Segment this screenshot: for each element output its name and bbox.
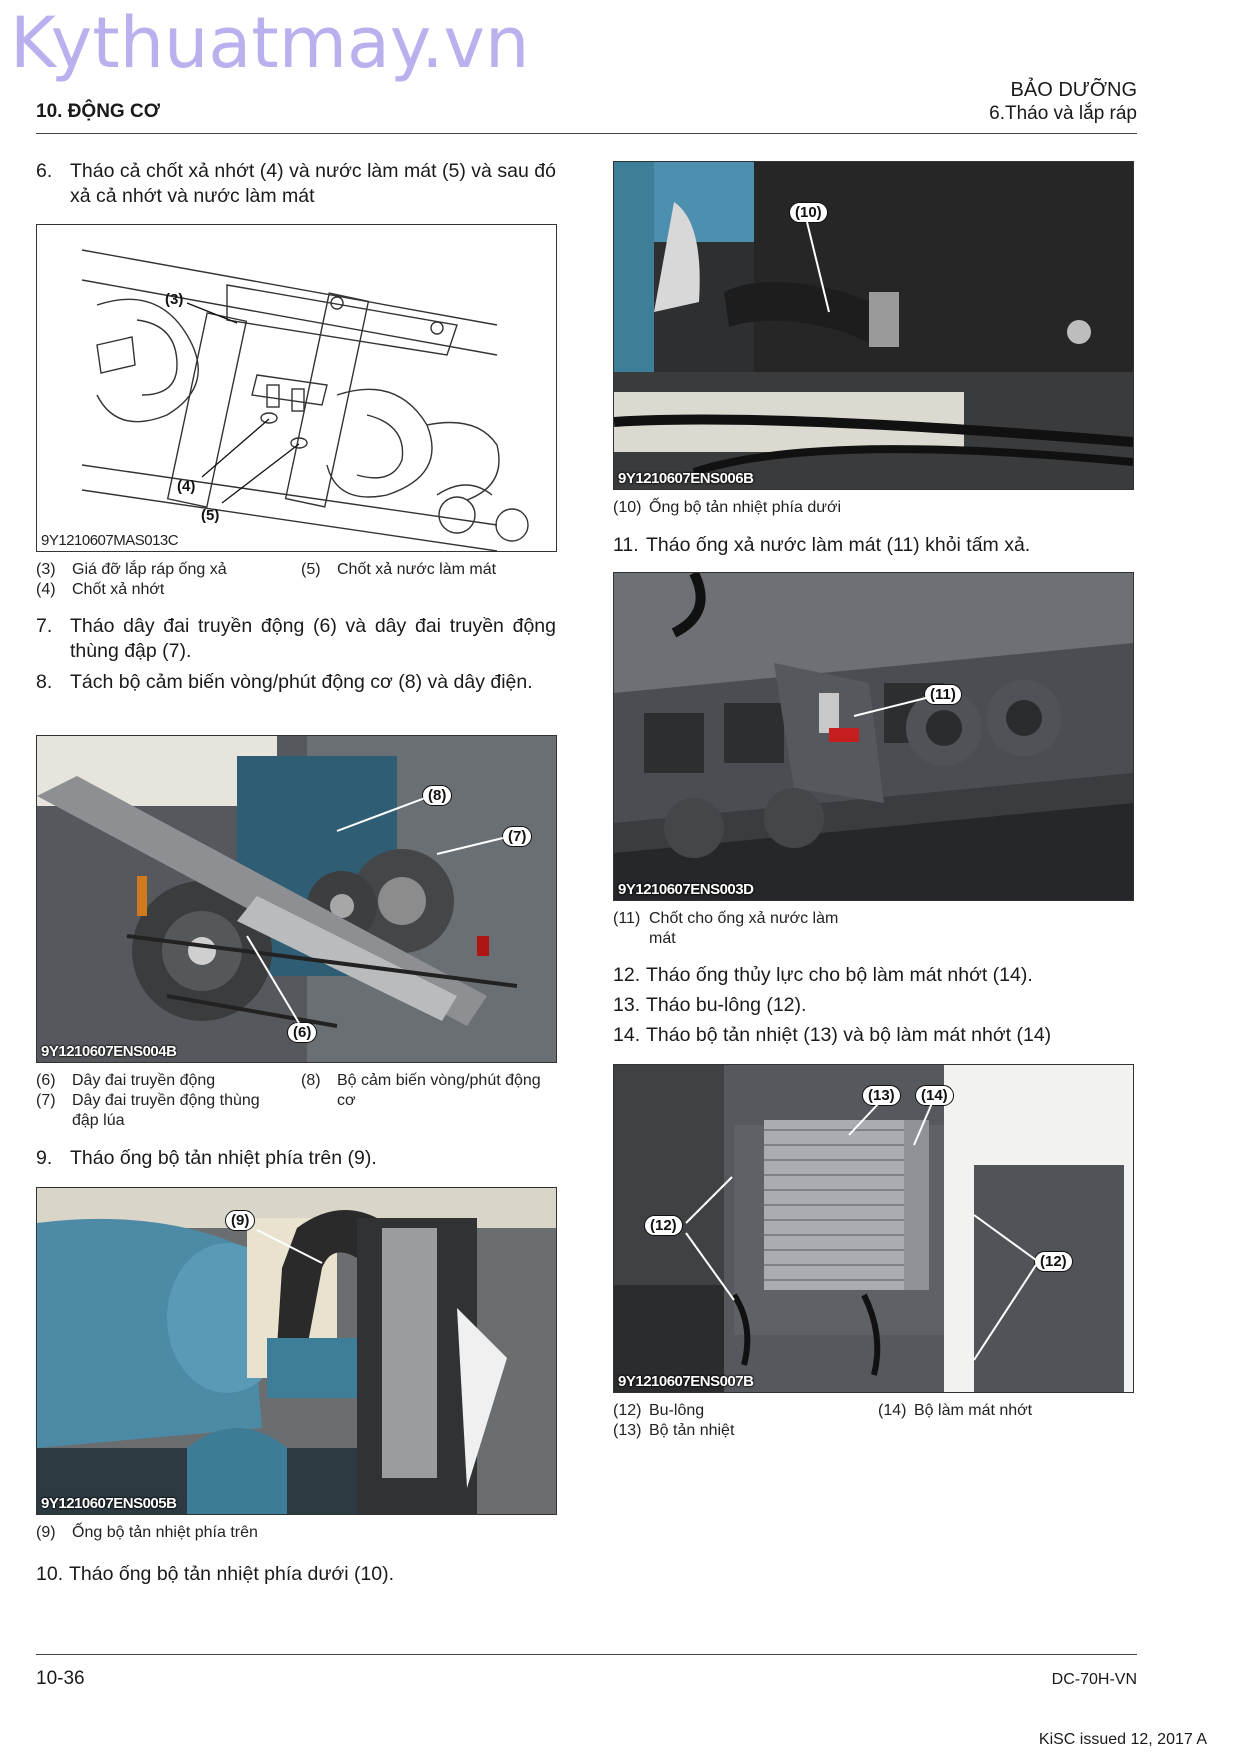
fig1-callout-3: (3): [165, 291, 184, 308]
footer-rule: [36, 1654, 1137, 1655]
fig6-caption-right: (14) Bộ làm mát nhớt: [878, 1402, 1033, 1419]
fig6-leader-lines: [614, 1065, 1133, 1392]
fig5-callout-11: (11): [924, 684, 962, 705]
figure-lower-hose-photo: [613, 161, 1134, 490]
fig2-code: 9Y1210607ENS004B: [41, 1043, 177, 1060]
fig1-caption-right: (5) Chốt xả nước làm mát: [301, 561, 497, 578]
document-code: DC-70H-VN: [1051, 1671, 1137, 1688]
fig1-callout-5: (5): [201, 507, 220, 524]
figure-upper-hose-photo: [36, 1187, 557, 1515]
fig1-caption-left: (3) Giá đỡ lắp ráp ống xả (4) Chốt xả nhớt: [36, 561, 227, 598]
fig3-callout-9: (9): [225, 1210, 255, 1231]
fig2-leader-lines: [37, 736, 556, 1062]
step-7: 7. Tháo dây đai truyền động (6) và dây đai truyền động thùng đập (7).: [36, 615, 556, 662]
step-6: 6. Tháo cả chốt xả nhớt (4) và nước làm mát (5) và sau đó xả cả nhớt và nước làm mát: [36, 160, 556, 207]
step-13: 13. Tháo bu-lông (12).: [613, 994, 807, 1016]
watermark: Kythuatmay.vn: [10, 2, 530, 84]
fig5-code: 9Y1210607ENS003D: [618, 881, 754, 898]
fig6-callout-12-left: (12): [644, 1215, 683, 1236]
step-10: 10. Tháo ống bộ tản nhiệt phía dưới (10).: [36, 1563, 395, 1585]
step-11: 11. Tháo ống xả nước làm mát (11) khỏi tấm xả.: [613, 534, 1031, 556]
figure-radiator-photo: [613, 1064, 1134, 1393]
fig2-callout-8: (8): [422, 785, 452, 806]
drain-plugs-illustration: [37, 225, 556, 551]
subsection-title: 6.Tháo và lắp ráp: [989, 103, 1137, 124]
fig6-callout-13: (13): [862, 1085, 901, 1106]
fig1-callout-4: (4): [177, 478, 196, 495]
figure-drain-plate-photo: [613, 572, 1134, 901]
fig1-code: 9Y1210607MAS013C: [41, 532, 179, 549]
fig6-callout-14: (14): [915, 1085, 954, 1106]
fig5-leader-lines: [614, 573, 1133, 900]
fig3-leader-lines: [37, 1188, 556, 1514]
figure-belts-photo: [36, 735, 557, 1063]
fig2-caption-right: (8) Bộ cảm biến vòng/phút động cơ: [301, 1072, 541, 1109]
fig4-code: 9Y1210607ENS006B: [618, 470, 754, 487]
fig3-caption: (9) Ống bộ tản nhiệt phía trên: [36, 1524, 258, 1541]
fig2-callout-6: (6): [287, 1022, 317, 1043]
fig4-caption: (10) Ống bộ tản nhiệt phía dưới: [613, 499, 841, 516]
fig6-code: 9Y1210607ENS007B: [618, 1373, 754, 1390]
issued-note: KiSC issued 12, 2017 A: [1038, 1731, 1207, 1748]
step-12: 12. Tháo ống thủy lực cho bộ làm mát nhớt (14).: [613, 964, 1033, 986]
fig4-leader-lines: [614, 162, 1133, 489]
step-8: 8. Tách bộ cảm biến vòng/phút động cơ (8) và dây điện.: [36, 671, 533, 693]
fig3-code: 9Y1210607ENS005B: [41, 1495, 177, 1512]
step-14: 14. Tháo bộ tản nhiệt (13) và bộ làm mát nhớt (14): [613, 1024, 1052, 1046]
fig6-caption-left: (12) Bu-lông (13) Bộ tản nhiệt: [613, 1402, 735, 1439]
fig2-callout-7: (7): [502, 826, 532, 847]
header-rule: [36, 133, 1137, 134]
section-title: BẢO DƯỠNG: [1010, 79, 1137, 101]
step-9: 9. Tháo ống bộ tản nhiệt phía trên (9).: [36, 1147, 377, 1169]
fig4-callout-10: (10): [789, 202, 828, 223]
figure-drain-plugs-drawing: [36, 224, 557, 552]
fig6-callout-12-right: (12): [1034, 1251, 1073, 1272]
page-number: 10-36: [36, 1668, 85, 1689]
fig2-caption-left: (6) Dây đai truyền động (7) Dây đai truyền động thùng đập lúa: [36, 1072, 260, 1129]
chapter-title: 10. ĐỘNG CƠ: [36, 101, 160, 122]
fig5-caption: (11) Chốt cho ống xả nước làm mát: [613, 910, 839, 947]
